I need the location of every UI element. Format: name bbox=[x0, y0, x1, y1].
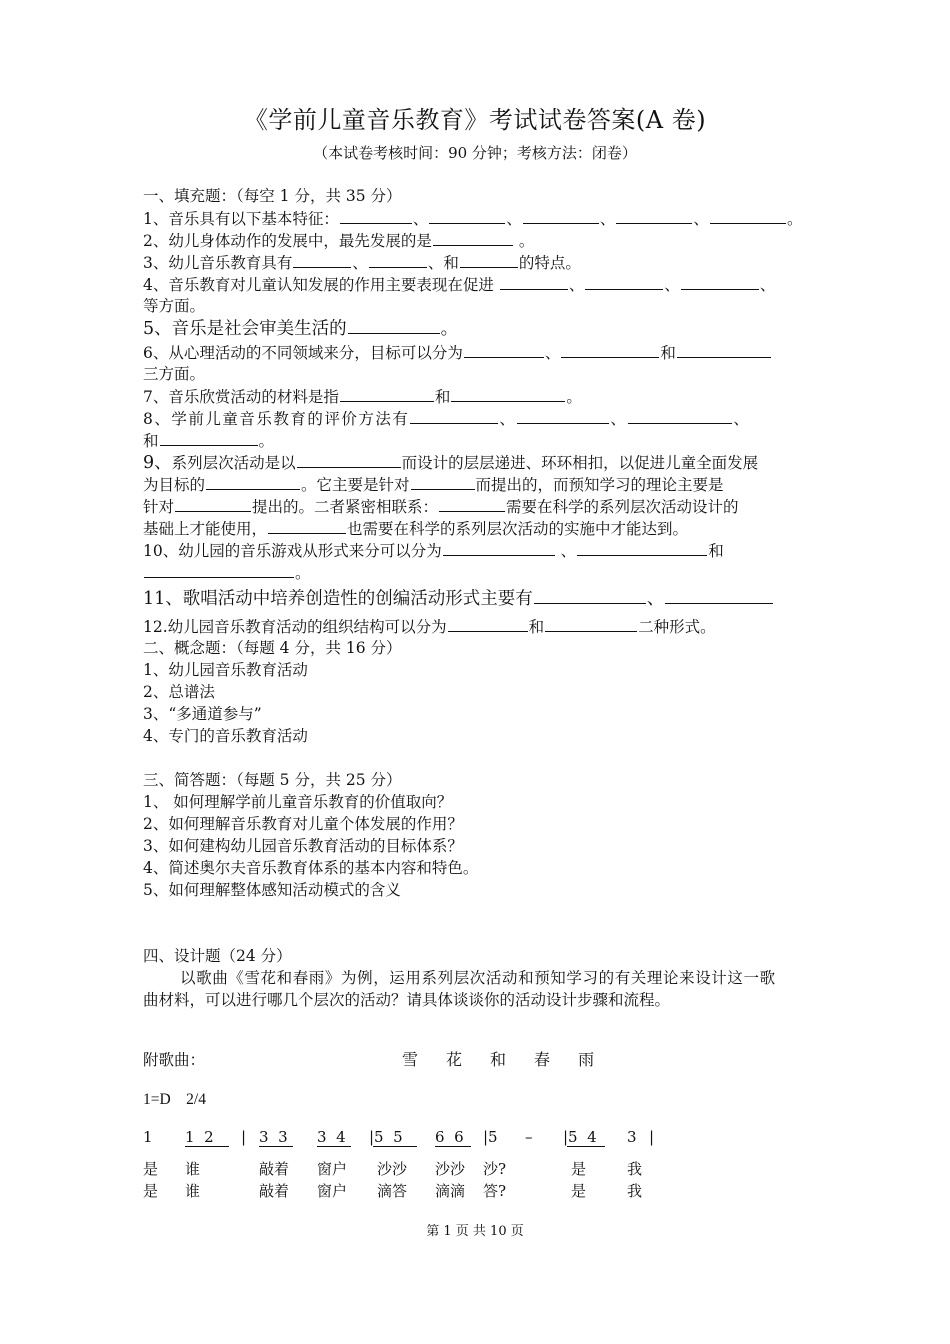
section-4-heading: 四、设计题（24 分） bbox=[143, 947, 292, 965]
blank bbox=[577, 540, 707, 556]
question-1-5: 5、音乐是社会审美生活的 。 bbox=[143, 319, 459, 339]
beam-underline bbox=[317, 1146, 351, 1147]
song-title: 雪 花 和 春 雨 bbox=[402, 1050, 595, 1069]
beam-underline bbox=[259, 1146, 293, 1147]
note: |5 5 bbox=[369, 1128, 403, 1146]
lyric: 滴滴 bbox=[435, 1182, 466, 1200]
blank bbox=[500, 274, 568, 290]
lyric: 我 bbox=[627, 1182, 643, 1200]
blank bbox=[448, 616, 528, 632]
beam-underline bbox=[185, 1146, 229, 1147]
note: – bbox=[525, 1128, 533, 1146]
blank bbox=[410, 408, 498, 424]
lyric: 我 bbox=[627, 1160, 643, 1178]
blank bbox=[160, 430, 258, 446]
blank bbox=[206, 474, 300, 490]
blank bbox=[710, 208, 786, 224]
lyric: 滴答 bbox=[377, 1182, 408, 1200]
concept-item: 3、“多通道参与” bbox=[143, 705, 262, 723]
blank bbox=[523, 208, 599, 224]
blank bbox=[451, 386, 565, 402]
blank bbox=[561, 342, 659, 358]
blank bbox=[665, 588, 773, 604]
note: 3 bbox=[627, 1128, 637, 1146]
question-1-10: 10、幼儿园的音乐游戏从形式来分可以分为 、 和 bbox=[143, 542, 724, 560]
blank bbox=[545, 616, 637, 632]
beam-underline bbox=[373, 1146, 417, 1147]
question-1-4-cont: 等方面。 bbox=[143, 297, 206, 315]
page-subtitle: （本试卷考核时间：90 分钟；考核方法：闭卷） bbox=[313, 144, 637, 162]
note: 6 6 bbox=[435, 1128, 464, 1146]
blank bbox=[464, 342, 544, 358]
note: |5 bbox=[483, 1128, 498, 1146]
lyric: 窗户 bbox=[317, 1160, 348, 1178]
blank bbox=[293, 252, 351, 268]
question-1-12: 12.幼儿园音乐教育活动的组织结构可以分为 和 二种形式。 bbox=[143, 618, 716, 636]
question-1-9-line3: 针对 提出的。二者紧密相联系： 需要在科学的系列层次活动设计的 bbox=[143, 498, 739, 516]
question-1-8: 8、学前儿童音乐教育的评价方法有 、 、 、 bbox=[143, 410, 751, 428]
short-answer-item: 2、如何理解音乐教育对儿童个体发展的作用？ bbox=[143, 815, 463, 833]
design-question-line1: 以歌曲《雪花和春雨》为例，运用系列层次活动和预知学习的有关理论来设计这一歌 bbox=[180, 969, 776, 987]
lyric: 沙沙 bbox=[435, 1160, 466, 1178]
question-1-4: 4、音乐教育对儿童认知发展的作用主要表现在促进 、 、 、 bbox=[143, 276, 776, 294]
blank bbox=[677, 342, 771, 358]
concept-item: 1、幼儿园音乐教育活动 bbox=[143, 661, 308, 679]
blank bbox=[175, 496, 251, 512]
blank bbox=[340, 386, 434, 402]
lyric: 答? bbox=[483, 1182, 507, 1200]
blank bbox=[585, 274, 663, 290]
question-1-3: 3、幼儿音乐教育具有 、 、和 的特点。 bbox=[143, 254, 581, 272]
question-1-7: 7、音乐欣赏活动的材料是指 和 。 bbox=[143, 388, 582, 406]
question-1-6-cont: 三方面。 bbox=[143, 365, 206, 383]
short-answer-item: 5、如何理解整体感知活动模式的含义 bbox=[143, 881, 401, 899]
question-1-2: 2、幼儿身体动作的发展中，最先发展的是 。 bbox=[143, 232, 535, 250]
blank bbox=[340, 208, 412, 224]
concept-item: 4、专门的音乐教育活动 bbox=[143, 727, 308, 745]
section-2-heading: 二、概念题：（每题 4 分，共 16 分） bbox=[143, 639, 402, 657]
question-1-9-line2: 为目标的 。它主要是针对 而提出的，而预知学习的理论主要是 bbox=[143, 476, 724, 494]
blank bbox=[681, 274, 759, 290]
lyric: 谁 bbox=[185, 1160, 201, 1178]
lyric: 是 bbox=[571, 1160, 587, 1178]
lyric: 沙? bbox=[483, 1160, 507, 1178]
blank bbox=[297, 452, 401, 468]
question-1-9: 9、系列层次活动是以 而设计的层层递进、环环相扣，以促进儿童全面发展 bbox=[143, 453, 759, 473]
note: 1 2 bbox=[185, 1128, 214, 1146]
barline: | bbox=[241, 1128, 247, 1146]
lyric: 是 bbox=[143, 1182, 159, 1200]
question-1-9-line4: 基础上才能使用， 也需要在科学的系列层次活动的实施中才能达到。 bbox=[143, 520, 689, 538]
lyrics-verse-2 bbox=[143, 1180, 743, 1202]
section-3-heading: 三、简答题：（每题 5 分，共 25 分） bbox=[143, 771, 402, 789]
blank bbox=[433, 230, 513, 246]
barline: | bbox=[649, 1128, 655, 1146]
blank bbox=[348, 318, 440, 334]
lyric: 是 bbox=[571, 1182, 587, 1200]
blank bbox=[460, 252, 518, 268]
lyric: 敲着 bbox=[259, 1160, 290, 1178]
question-1-10-cont: 。 bbox=[143, 562, 311, 583]
question-1-11: 11、歌唱活动中培养创造性的创编活动形式主要有 、 bbox=[143, 588, 774, 609]
song-key-signature: 1=D 2/4 bbox=[143, 1091, 206, 1108]
lyric: 是 bbox=[143, 1160, 159, 1178]
lyric: 谁 bbox=[185, 1182, 201, 1200]
note: 3 4 bbox=[317, 1128, 346, 1146]
blank bbox=[439, 496, 505, 512]
beam-underline bbox=[567, 1146, 605, 1147]
question-1-8-cont: 和 。 bbox=[143, 432, 275, 450]
blank bbox=[369, 252, 427, 268]
blank bbox=[517, 408, 609, 424]
blank bbox=[411, 474, 475, 490]
blank bbox=[616, 208, 692, 224]
question-1-1: 1、音乐具有以下基本特征： 、 、 、 、 。 bbox=[143, 210, 803, 228]
lyric: 沙沙 bbox=[377, 1160, 408, 1178]
short-answer-item: 4、简述奥尔夫音乐教育体系的基本内容和特色。 bbox=[143, 859, 479, 877]
page-title: 《学前儿童音乐教育》考试试卷答案(A 卷) bbox=[243, 106, 707, 134]
beam-underline bbox=[435, 1146, 471, 1147]
note: 1 bbox=[143, 1128, 153, 1146]
note: |5 4 bbox=[563, 1128, 597, 1146]
lyric: 敲着 bbox=[259, 1182, 290, 1200]
note: 3 3 bbox=[259, 1128, 288, 1146]
blank bbox=[268, 518, 346, 534]
concept-item: 2、总谱法 bbox=[143, 683, 215, 701]
design-question-line2: 曲材料，可以进行哪几个层次的活动？请具体谈谈你的活动设计步骤和流程。 bbox=[143, 991, 671, 1009]
blank bbox=[443, 540, 555, 556]
blank bbox=[534, 588, 646, 604]
section-1-heading: 一、填充题：（每空 1 分，共 35 分） bbox=[143, 187, 402, 205]
blank bbox=[429, 208, 505, 224]
question-1-6: 6、从心理活动的不同领域来分，目标可以分为 、 和 bbox=[143, 342, 772, 363]
short-answer-item: 3、如何建构幼儿园音乐教育活动的目标体系？ bbox=[143, 837, 463, 855]
lyrics-verse-1 bbox=[143, 1158, 743, 1180]
blank bbox=[628, 408, 732, 424]
page-footer: 第 1 页 共 10 页 bbox=[426, 1224, 524, 1239]
lyric: 窗户 bbox=[317, 1182, 348, 1200]
song-label: 附歌曲： bbox=[143, 1051, 206, 1069]
blank bbox=[144, 562, 294, 578]
short-answer-item: 1、 如何理解学前儿童音乐教育的价值取向？ bbox=[143, 793, 453, 811]
